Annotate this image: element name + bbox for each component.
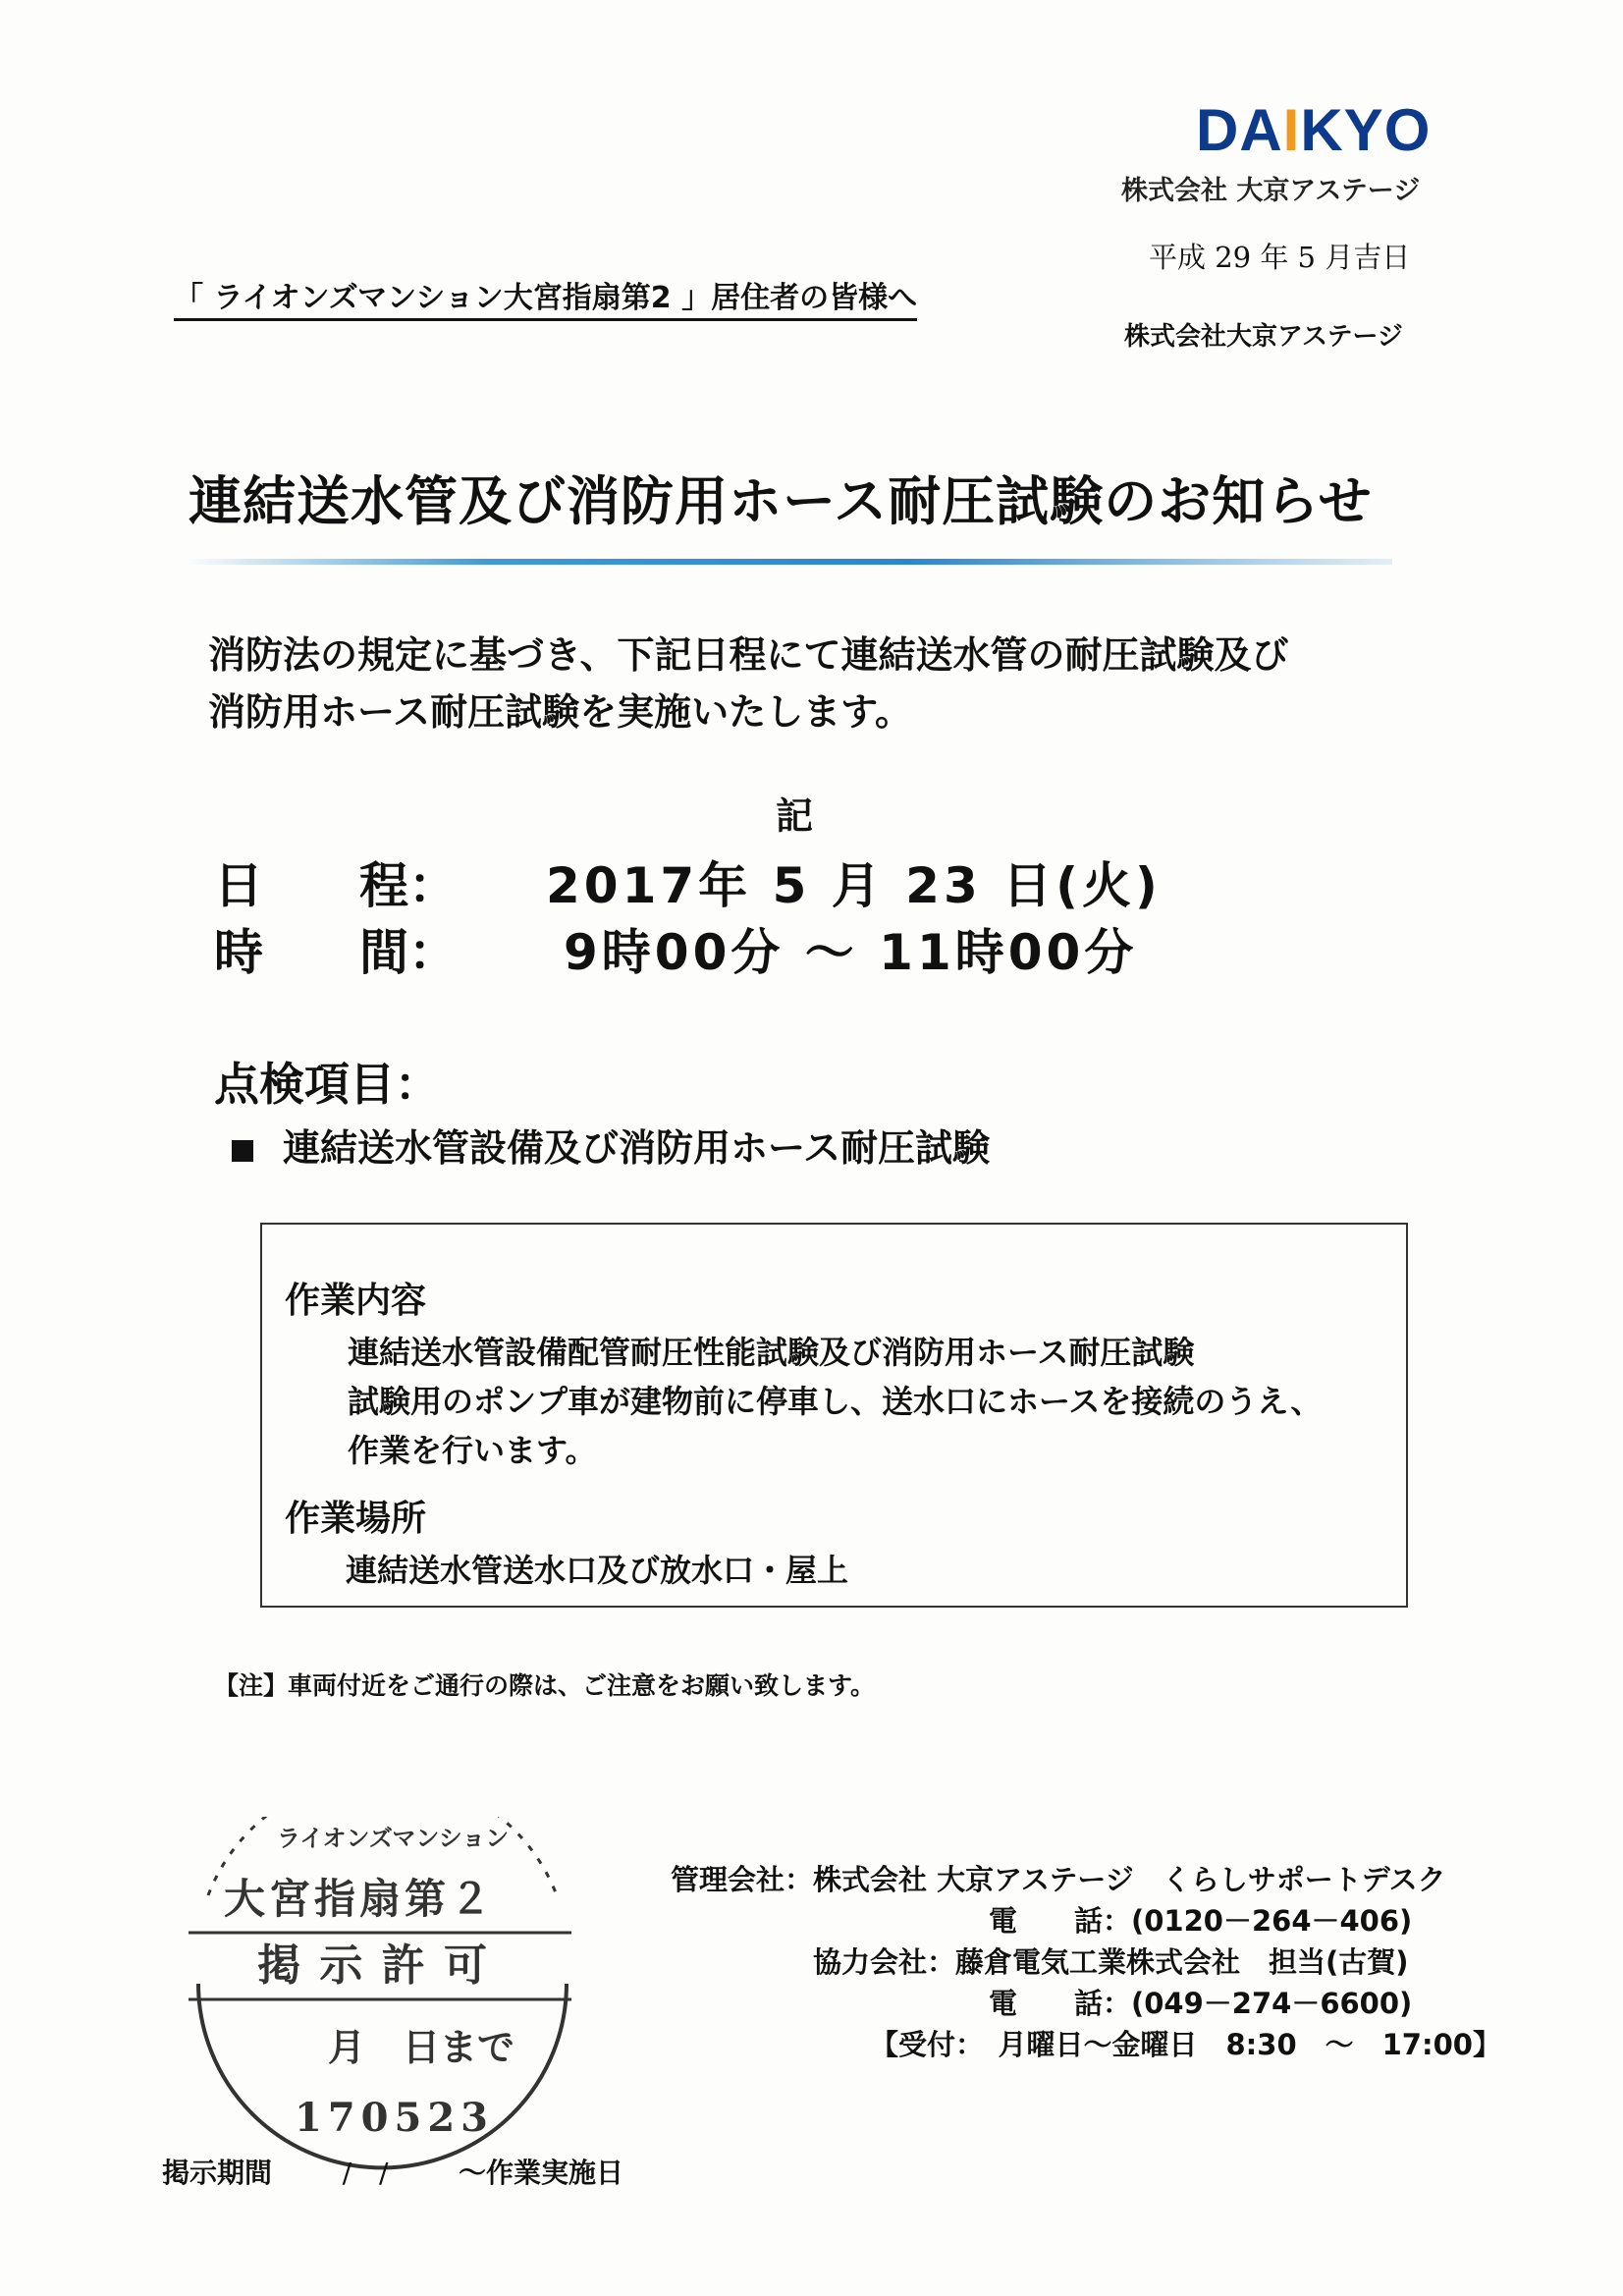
posting-period xyxy=(162,2152,623,2191)
logo-company-name: 株式会社 大京アステージ xyxy=(1121,176,1421,206)
addressee: 「 ライオンズマンション大宮指扇第2 」居住者の皆様へ xyxy=(174,273,917,321)
stamp-building-name: 大宮指扇第２ xyxy=(224,1875,496,1923)
intro-line-1: 消防法の規定に基づき、下記日程にて連結送水管の耐圧試験及び xyxy=(208,633,1289,677)
inspection-item xyxy=(232,1118,990,1172)
page-title: 連結送水管及び消防用ホース耐圧試験のお知らせ xyxy=(189,470,1373,532)
stamp-top-text: ライオンズマンション xyxy=(277,1824,510,1852)
contact-management: 管理会社：株式会社 大京アステージ くらしサポートデスク xyxy=(671,1863,1446,1896)
daikyo-logo: DAIKYO xyxy=(1196,97,1432,163)
caution-note: 【注】車両付近をご通行の際は、ご注意をお願い致します。 xyxy=(214,1671,876,1700)
work-content-heading: 作業内容 xyxy=(285,1281,427,1321)
sender: 株式会社大京アステージ xyxy=(1124,322,1403,352)
work-place-heading: 作業場所 xyxy=(285,1499,427,1539)
posting-permit-stamp xyxy=(179,1817,581,2180)
contact-cooperating: 協力会社：藤倉電気工業株式会社 担当(古賀) xyxy=(813,1945,1409,1979)
work-content-line-1: 連結送水管設備配管耐圧性能試験及び消防用ホース耐圧試験 xyxy=(348,1334,1195,1371)
posting-period-label: 掲示期間 xyxy=(162,2157,273,2189)
schedule-date-label-a: 日 xyxy=(214,857,263,914)
work-place-line: 連結送水管送水口及び放水口・屋上 xyxy=(346,1552,849,1589)
schedule-time-label-a: 時 xyxy=(214,924,263,981)
square-bullet-icon xyxy=(232,1140,253,1162)
contact-phone-1: 電 話：(0120－264－406) xyxy=(989,1904,1413,1938)
contact-phone-2: 電 話：(049－274－6600) xyxy=(989,1987,1413,2020)
work-content-line-2: 試験用のポンプ車が建物前に停車し、送水口にホースを接続のうえ、 xyxy=(348,1383,1323,1420)
title-divider xyxy=(187,559,1392,565)
schedule-date-label-b: 程： xyxy=(359,857,458,914)
work-content-line-3: 作業を行います。 xyxy=(348,1432,597,1469)
schedule-date-value: 2017年 5 月 23 日(火) xyxy=(546,857,1162,914)
stamp-number: 170523 xyxy=(295,2095,494,2141)
intro-line-2: 消防用ホース耐圧試験を実施いたします。 xyxy=(208,690,913,734)
posting-period-slashes: / / xyxy=(342,2157,389,2189)
stamp-until: 月 日まで xyxy=(328,2025,515,2069)
posting-period-suffix: ～作業実施日 xyxy=(459,2157,624,2189)
ki-heading: 記 xyxy=(776,794,814,838)
inspection-heading: 点検項目： xyxy=(214,1058,440,1111)
schedule-time-value: 9時00分 ～ 11時00分 xyxy=(564,924,1138,981)
schedule-time-label-b: 間： xyxy=(359,924,458,981)
stamp-permit: 掲 示 許 可 xyxy=(257,1941,489,1991)
contact-hours: 【受付： 月曜日～金曜日 8:30 ～ 17:00】 xyxy=(870,2028,1501,2061)
issue-date: 平成 29 年 5 月吉日 xyxy=(1149,241,1411,274)
inspection-item-text: 連結送水管設備及び消防用ホース耐圧試験 xyxy=(283,1126,991,1170)
